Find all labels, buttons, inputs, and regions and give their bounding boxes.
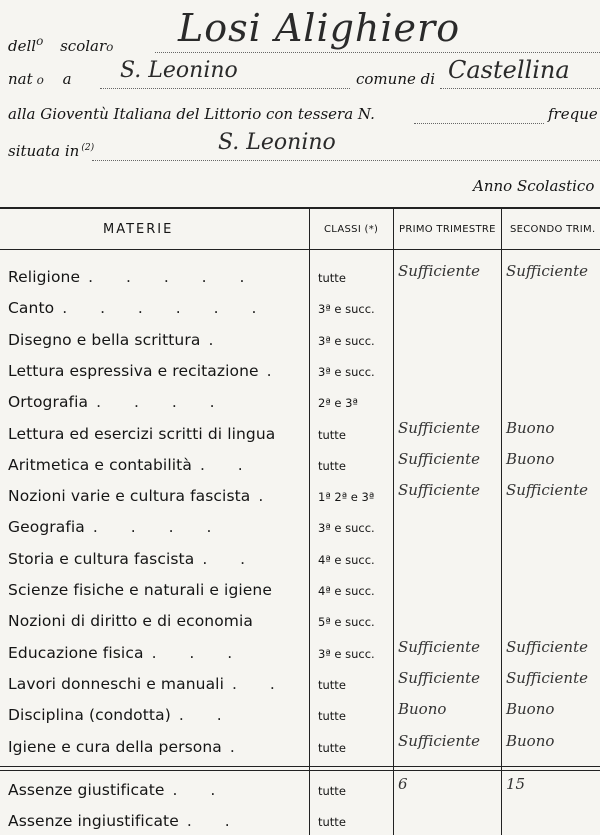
subject-name <box>8 706 236 724</box>
gil-text: alla Gioventù Italiana del Littorio con tessera N. <box>8 105 375 123</box>
dot-leader: . . <box>199 455 257 474</box>
dot-leader: . . <box>178 706 236 725</box>
classes-cell: 3ª e succ. <box>318 364 375 379</box>
dot-leader: . . . . <box>92 518 226 537</box>
school-year-label: Anno Scolastico <box>473 177 595 195</box>
subject-label: Ortografia <box>8 393 89 412</box>
term1-grade: Sufficiente <box>398 481 481 500</box>
line1-label: dell$^o$ scolaro <box>8 34 114 55</box>
subject-name <box>8 644 246 662</box>
classes-cell: 2ª e 3ª <box>318 396 358 411</box>
term1-grade: Buono <box>398 700 447 719</box>
dot-leader: . <box>229 737 249 756</box>
classes-cell: 3ª e succ. <box>318 333 375 348</box>
subject-name <box>8 781 229 799</box>
dot-leader: . . <box>202 549 260 568</box>
subject-label: Igiene e cura della persona <box>8 737 222 756</box>
subject-label: Lavori donneschi e manuali <box>8 674 224 693</box>
term1-grade: Sufficiente <box>398 262 481 280</box>
classes-cell: 4ª e succ. <box>318 584 375 598</box>
term1-grade: Sufficiente <box>398 637 481 656</box>
line3-dots <box>414 123 544 124</box>
classes-cell: 3ª e succ. <box>318 302 375 317</box>
subject-name <box>8 362 286 380</box>
classes-cell: tutte <box>318 427 346 442</box>
subject-name <box>8 487 277 505</box>
subject-name <box>8 612 261 630</box>
absences-separator-2 <box>0 770 600 771</box>
dot-leader: . <box>266 361 286 380</box>
subject-label: Canto <box>8 299 55 318</box>
subject-label: Nozioni di diritto e di economia <box>8 612 254 631</box>
dot-leader: . . <box>231 674 289 693</box>
subject-label: Geografia <box>8 518 85 537</box>
subject-label: Disciplina (condotta) <box>8 706 171 725</box>
classes-cell: tutte <box>318 709 346 724</box>
comune-value: Castellina <box>448 56 570 84</box>
subject-label: Religione <box>8 268 81 286</box>
line4-dots <box>92 160 600 161</box>
dot-leader: . <box>258 487 278 506</box>
dot-leader: . . . <box>151 643 247 662</box>
line2-dots <box>100 88 350 89</box>
header-bottom-border <box>0 249 600 250</box>
classes-cell: 1ª 2ª e 3ª <box>318 490 375 505</box>
subject-name <box>8 812 244 830</box>
term2-grade: Sufficiente <box>506 481 589 500</box>
col-divider-term1 <box>501 207 502 835</box>
birthplace: S. Leonino <box>120 58 238 83</box>
classes-cell: tutte <box>318 677 346 692</box>
dot-leader: . . <box>172 781 230 799</box>
term1-grade: Sufficiente <box>398 449 481 468</box>
subject-name <box>8 299 270 317</box>
term2-grade: Buono <box>506 449 555 468</box>
classes-cell: 3ª e succ. <box>318 521 375 536</box>
student-name: Losi Alighiero <box>178 6 461 50</box>
classes-cell: tutte <box>318 815 346 829</box>
subject-label: Assenze giustificate <box>8 781 165 799</box>
line3-tail: freque <box>548 105 598 123</box>
term2-grade: Sufficiente <box>506 262 589 280</box>
subject-label: Scienze fisiche e naturali e igiene <box>8 581 272 599</box>
dot-leader: . <box>208 330 228 349</box>
subject-label: Lettura ed esercizi scritti di lingua <box>8 424 276 443</box>
subject-name <box>8 738 249 756</box>
classes-cell: 5ª e succ. <box>318 615 375 630</box>
dot-leader: . . <box>186 812 244 830</box>
subject-label: Assenze ingiustificate <box>8 812 179 830</box>
subject-name <box>8 456 257 474</box>
term2-grade: Buono <box>506 731 555 750</box>
classes-cell: tutte <box>318 740 346 755</box>
term2-grade: Sufficiente <box>506 668 589 687</box>
term1-grade: Sufficiente <box>398 668 481 687</box>
subject-name <box>8 675 289 693</box>
subject-name <box>8 425 283 443</box>
subject-name <box>8 518 225 536</box>
comune-dots <box>440 88 600 89</box>
subject-name <box>8 331 227 349</box>
col-header-term2: SECONDO TRIM. <box>510 224 596 235</box>
subject-label: Educazione fisica <box>8 643 144 662</box>
comune-label: comune di <box>356 70 436 88</box>
classes-cell: 3ª e succ. <box>318 646 375 661</box>
term2-grade: 15 <box>506 775 526 793</box>
term2-grade: Buono <box>506 418 555 437</box>
line1-dots <box>155 52 600 53</box>
dot-leader: . . . . <box>96 393 229 412</box>
classes-cell: 4ª e succ. <box>318 552 375 567</box>
col-divider-classes <box>393 207 394 835</box>
location-label: situata in $^{(2)}$ <box>8 142 95 160</box>
subject-name <box>8 268 258 286</box>
table-top-border <box>0 207 600 209</box>
dot-leader: . . . . . . <box>62 299 271 318</box>
subject-label: Storia e cultura fascista <box>8 549 195 568</box>
col-header-classes: CLASSI (*) <box>324 224 379 235</box>
subject-label: Lettura espressiva e recitazione <box>8 361 259 380</box>
col-divider-subjects <box>309 207 310 835</box>
subject-name <box>8 550 259 568</box>
subject-name <box>8 393 229 411</box>
term1-grade: Sufficiente <box>398 418 481 437</box>
term2-grade: Buono <box>506 700 555 719</box>
location-value: S. Leonino <box>218 130 336 155</box>
subject-label: Nozioni varie e cultura fascista <box>8 487 251 506</box>
subject-label: Aritmetica e contabilità <box>8 455 192 474</box>
col-header-subjects: MATERIE <box>103 222 174 237</box>
term1-grade: Sufficiente <box>398 731 481 750</box>
line2-label: nat o a <box>8 70 72 88</box>
col-header-term1: PRIMO TRIMESTRE <box>399 224 496 235</box>
term2-grade: Sufficiente <box>506 637 589 656</box>
dot-leader: . . . . . <box>88 268 259 286</box>
subject-name <box>8 581 280 599</box>
classes-cell: tutte <box>318 271 346 285</box>
absences-separator-1 <box>0 766 600 767</box>
classes-cell: tutte <box>318 458 346 473</box>
subject-label: Disegno e bella scrittura <box>8 330 201 349</box>
term1-grade: 6 <box>398 775 408 793</box>
classes-cell: tutte <box>318 784 346 798</box>
